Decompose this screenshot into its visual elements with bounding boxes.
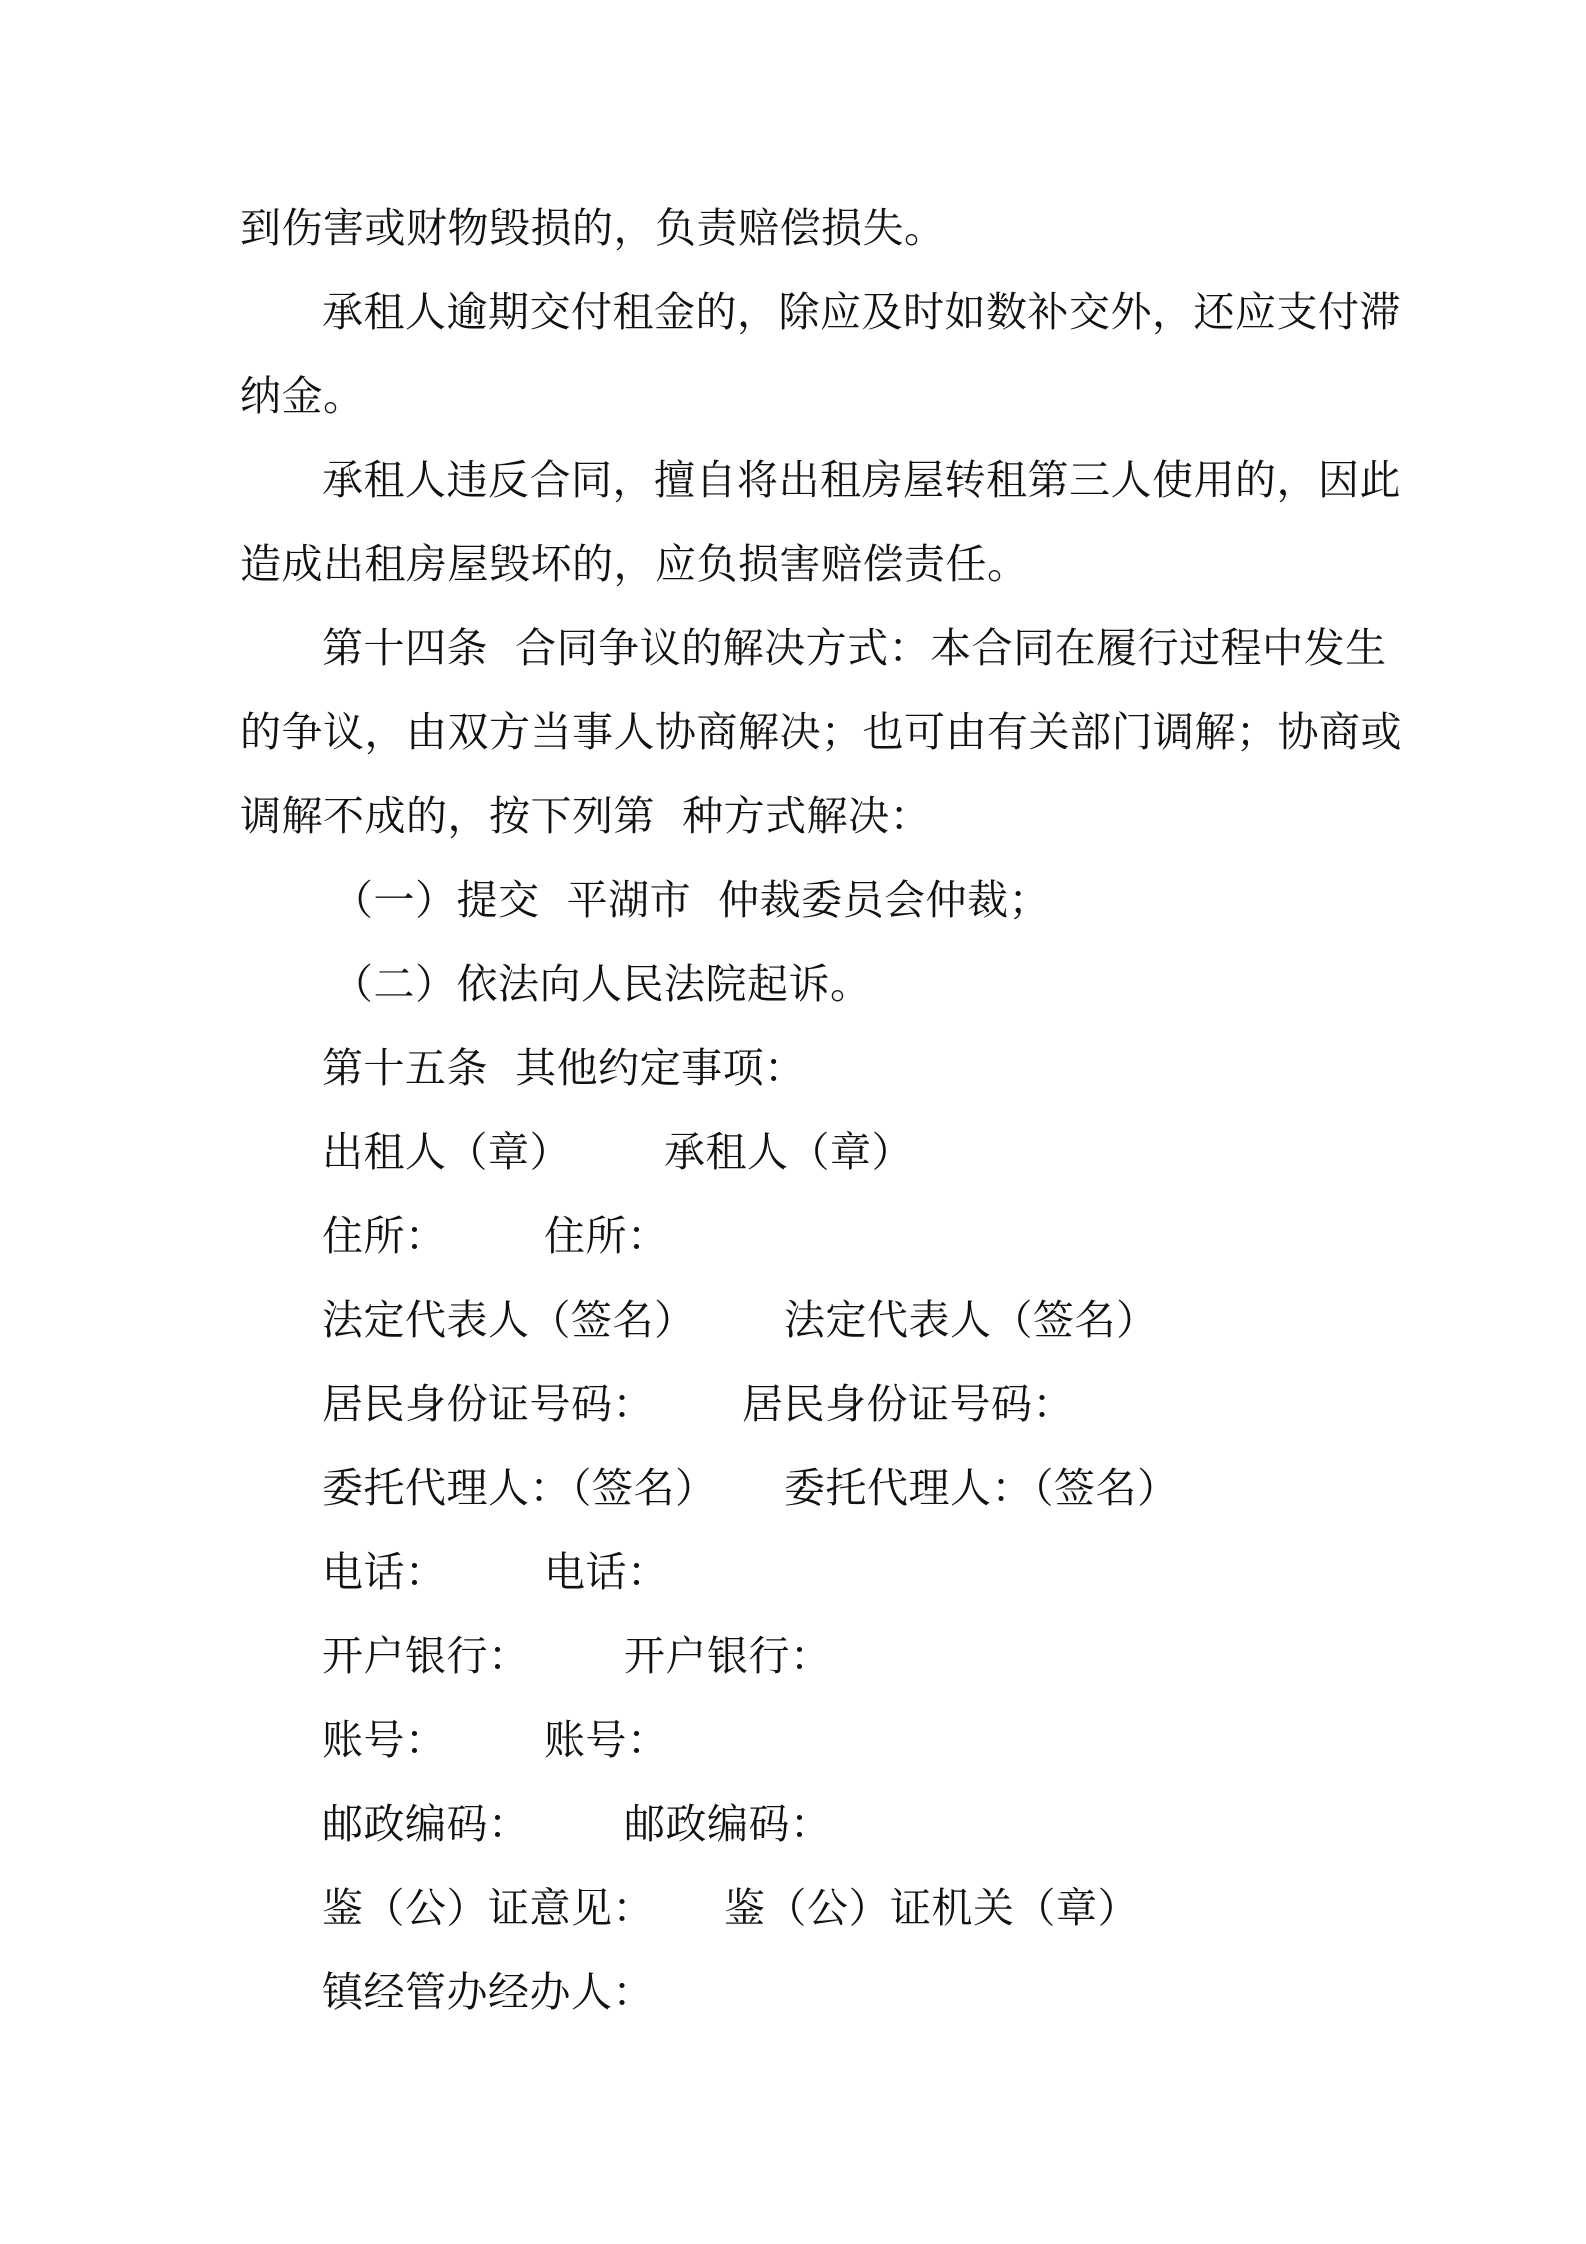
option-litigation: （二）依法向人民法院起诉。	[332, 960, 872, 1008]
paragraph-line: 的争议，由双方当事人协商解决；也可由有关部门调解；协商或	[240, 708, 1402, 756]
lessor-bank-label: 开户银行：	[322, 1632, 530, 1680]
lessee-id-number-label: 居民身份证号码：	[742, 1380, 1074, 1428]
paragraph-line: 造成出租房屋毁坏的，应负损害赔偿责任。	[240, 540, 1029, 588]
lessee-phone-label: 电话：	[544, 1548, 669, 1596]
lessee-seal-label: 承租人（章）	[664, 1128, 913, 1176]
lessor-id-number-label: 居民身份证号码：	[322, 1380, 654, 1428]
lessee-postcode-label: 邮政编码：	[624, 1800, 832, 1848]
lessor-account-label: 账号：	[322, 1716, 447, 1764]
paragraph-line: 承租人违反合同，擅自将出租房屋转租第三人使用的，因此	[322, 456, 1401, 504]
option-arbitration: （一）提交 平湖市 仲裁委员会仲裁；	[332, 876, 1051, 924]
paragraph-line: 承租人逾期交付租金的，除应及时如数补交外，还应支付滞	[322, 288, 1401, 336]
paragraph-line: 纳金。	[240, 372, 365, 420]
lessor-address-label: 住所：	[322, 1212, 447, 1260]
lessor-phone-label: 电话：	[322, 1548, 447, 1596]
article-15-heading: 第十五条 其他约定事项：	[322, 1044, 806, 1092]
lessor-postcode-label: 邮政编码：	[322, 1800, 530, 1848]
lessee-bank-label: 开户银行：	[624, 1632, 832, 1680]
lessee-agent-label: 委托代理人：（签名）	[784, 1464, 1179, 1512]
lessor-agent-label: 委托代理人：（签名）	[322, 1464, 717, 1512]
lessor-seal-label: 出租人（章）	[322, 1128, 571, 1176]
lessee-account-label: 账号：	[544, 1716, 669, 1764]
lessee-address-label: 住所：	[544, 1212, 669, 1260]
lessee-legal-rep-label: 法定代表人（签名）	[784, 1296, 1158, 1344]
lessor-legal-rep-label: 法定代表人（签名）	[322, 1296, 696, 1344]
article-14-heading: 第十四条 合同争议的解决方式：本合同在履行过程中发生	[322, 624, 1387, 672]
paragraph-line: 调解不成的，按下列第 种方式解决：	[240, 792, 932, 840]
notary-authority-label: 鉴（公）证机关（章）	[724, 1884, 1139, 1932]
paragraph-line: 到伤害或财物毁损的，负责赔偿损失。	[240, 204, 946, 252]
town-handler-label: 镇经管办经办人：	[322, 1968, 654, 2016]
notary-opinion-label: 鉴（公）证意见：	[322, 1884, 654, 1932]
